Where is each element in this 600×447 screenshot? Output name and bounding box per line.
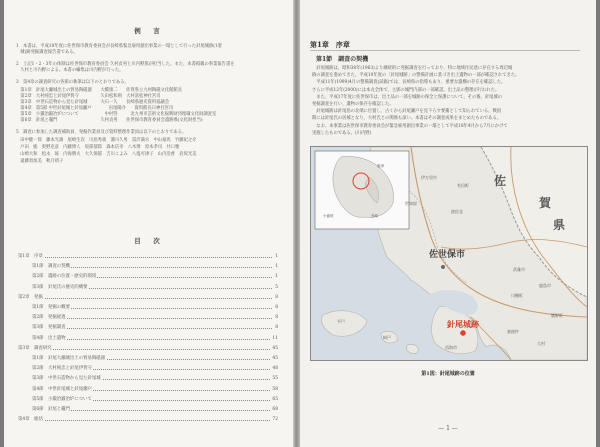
map-caption: 第1図：針尾城跡の位置 — [421, 371, 475, 377]
toc-chapter-row — [18, 346, 278, 352]
toc-section-row — [32, 376, 278, 382]
toc-leader — [32, 328, 272, 329]
preface-line: 3 第4章の調査研究の各節の執筆は以下のとおりである。 — [16, 80, 129, 85]
toc-page-number: 45 — [272, 356, 278, 361]
toc-page-number: 45 — [272, 345, 278, 351]
map-label-saga: 佐 — [494, 174, 507, 188]
toc-section-row — [32, 336, 278, 342]
toc-chapter-row — [18, 295, 278, 301]
map-label-nagasaki: 長崎 — [371, 214, 378, 218]
toc-section-row — [32, 274, 278, 280]
body-line: 平成11年(1999)4月の整備調査(試掘)では、長崎県の指導もあり、重要な遺構の存在を確認した。 — [312, 80, 506, 86]
body-line: 期には針尾氏の居城となり、大村氏との関係も深い。本書はその調査成果をまとめたものである。 — [312, 116, 502, 122]
map-label-saikai: 西海市 — [445, 345, 457, 350]
map-label-omura: 大村 — [537, 341, 545, 346]
toc-page-number: 1 — [275, 274, 278, 280]
toc-label: 第1節 調査の契機 — [32, 264, 70, 270]
toc-section-row — [32, 397, 278, 403]
map-label-karatsu: 唐津 — [377, 164, 384, 168]
toc-chapter-row — [18, 417, 278, 423]
toc-leader — [18, 420, 272, 421]
map-label-arita: 有田町 — [457, 183, 469, 188]
toc-section-row — [32, 366, 278, 372]
toc-label: 第2節 大村純忠と針尾伊賀守 — [32, 366, 92, 372]
preface-line: 城)跡発掘調査報告書である。 — [16, 50, 78, 55]
toc-section-row — [32, 315, 278, 321]
location-map — [310, 146, 588, 361]
toc-label: 第1節 針尾大瀬城出土の貿易陶磁器 — [32, 356, 106, 361]
page-number: — 1 — — [438, 425, 458, 432]
chapter-rule — [310, 50, 580, 51]
toc-section-row — [32, 356, 278, 362]
map-label-kawatana: 川棚町 — [511, 293, 523, 298]
map-label-imari: 伊万里市 — [421, 175, 437, 180]
body-line: 針尾城跡は針尾島の北端に位置し、古くから針尾瀬戸を見下ろす要衝として知られている。戦国 — [312, 109, 502, 115]
map-label-sakito: 崎戸 — [383, 335, 391, 340]
preface-line: 第4章 第5節 中世針尾城と針尾瀬戸 岩尾陽介 資料館長日神社宮司 — [16, 106, 174, 111]
body-line: さらに平成12年(2000)には本丸全体で、主郭の城門内部の一部確認、出土品の整理が行われた。 — [312, 87, 500, 93]
toc-page-number: 68 — [272, 407, 278, 412]
toc-section-row — [32, 325, 278, 331]
body-line: 実施したものである。(川内野) — [312, 130, 372, 136]
toc-chapter-row — [18, 254, 278, 260]
toc-label: 第4節 出土遺物 — [32, 335, 66, 341]
toc-page-number: 55 — [272, 376, 278, 382]
toc-leader — [18, 349, 272, 350]
toc-title: 目 次 — [134, 237, 163, 245]
toc-leader — [32, 318, 272, 319]
toc-label: 第3節 中世石造物から見た針尾城 — [32, 376, 101, 382]
map-label-takeo: 武雄市 — [513, 267, 525, 272]
section-title: 第1節 調査の契機 — [316, 56, 369, 63]
toc-page-number: 1 — [275, 254, 278, 259]
toc-page-number: 48 — [272, 366, 278, 372]
toc-page-number: 8 — [275, 315, 278, 321]
body-line: 跡の調査を進めてきた。平成10年度の「針尾城跡」の整備計画に基づき出土遺物の一部が確認されてきた。 — [312, 73, 520, 79]
book-gutter — [293, 0, 300, 447]
body-line: また、平成17年度に佐世保市は、出土品の一部を城跡の保全と保護について、その後、針尾城の — [312, 94, 503, 100]
body-line: なお、本事業は佐世保市教育委員会が緊急雇用創出事業の一環として平成18年4月から7月にかけて — [312, 123, 508, 129]
map-label-hirado: 平戸 — [337, 319, 345, 324]
toc-page-number: 58 — [272, 386, 278, 392]
toc-section-row — [32, 407, 278, 413]
toc-label: 第3章 調査研究 — [18, 345, 52, 351]
toc-page-number: 8 — [275, 325, 278, 331]
toc-section-row — [32, 285, 278, 291]
toc-section-row — [32, 387, 278, 393]
toc-page-number: 11 — [272, 335, 278, 341]
toc-section-row — [32, 264, 278, 270]
map-label-higashisonogi: 東彼杵 — [507, 329, 519, 334]
toc-label: 第6節 針尾と竈門 — [32, 407, 70, 412]
map-label-sechibaru: 世知原 — [405, 201, 417, 206]
preface-line: 2 上記1・2・3年の体制は佐世保市教育委員会 久村貞男と川内野篤が担当した。また、本書掲載の事業報告書を — [16, 62, 235, 67]
toc-page-number: 1 — [275, 264, 278, 270]
preface-line: 久村と川内野による。本書の編集は川内野が行った。 — [16, 68, 124, 73]
toc-page-number: 5 — [275, 284, 278, 290]
map-label-kashima: 鹿島市 — [539, 283, 551, 288]
toc-leader — [18, 257, 272, 258]
toc-page-number: 65 — [272, 396, 278, 402]
left-page — [4, 0, 293, 447]
toc-label: 第1節 発掘の概要 — [32, 305, 70, 310]
toc-label: 第5節 小鍛冶鍛冶炉について — [32, 396, 92, 402]
map-label-ga: 賀 — [539, 196, 552, 210]
toc-page-number: 8 — [275, 294, 278, 300]
preface-line: 第2章 大村純忠と針尾伊賀守 久田松和則 大村富松神社宮司 — [16, 94, 161, 99]
toc-page-number: 72 — [272, 417, 278, 423]
toc-page-number: 8 — [275, 305, 278, 310]
preface-line: 第5章 小鍛冶鍛冶炉について 中村啓 北九州市芸術文化振興財団埋蔵文化財調査室 — [16, 112, 217, 117]
map-label-ureshino: 嬉野町 — [551, 313, 563, 318]
body-line: 発掘調査を行い、遺物の保存を確認した。 — [312, 102, 394, 107]
toc-label: 第1章 序章 — [18, 254, 43, 259]
map-label-ken: 県 — [553, 218, 566, 232]
toc-section-row — [32, 305, 278, 311]
map-label-sasebo: 佐世保市 — [429, 250, 466, 260]
preface-line: 第1章 針尾大瀬城出土の貿易陶磁器 大橋康二 佐賀県立九州陶磁文化館館長 — [16, 88, 183, 93]
map-label-hario-castle: 針尾城跡 — [447, 320, 479, 329]
map-label-hasami: 波佐見 — [451, 209, 463, 214]
toc-label: 第2節 遺跡の位置・歴史的環境 — [32, 274, 97, 280]
map-graphic — [311, 147, 587, 360]
toc-label: 第2章 発掘 — [18, 294, 43, 300]
preface-line: 第3章 中世石造物から見た針尾城 大石一久 長崎県歴史資料協議会 — [16, 100, 170, 105]
preface-line: 第6章 針尾と竈門 久村貞男 佐世保市教育委員会遺跡係(文化財担当) — [16, 118, 203, 123]
preface-title: 例 言 — [134, 27, 163, 35]
map-label-ojika: 小値賀 — [323, 214, 334, 218]
right-page — [300, 0, 596, 447]
toc-leader — [32, 339, 272, 340]
toc-leader — [18, 298, 272, 299]
preface-line: 5 調査に参加した調査補助員、発掘作業員及び資料整理作業員は以下のとおりである。 — [16, 130, 187, 135]
preface-line: 田中健一郎 藤本光雄 尾崎生次 川島秀義 溝川久男 冨沢満水 中山豪馬 竹藤紀之介 — [16, 138, 197, 143]
preface-line: 遠藤須加美 秋月靖子 — [16, 159, 64, 164]
chapter-title: 第1章 序章 — [310, 40, 350, 49]
preface-line: 戸田 総 奥野克彦 内藤博人 坂部郁郎 森本信幸 八木博 原本孝司 井口雅 — [16, 145, 184, 150]
preface-line: 1 本書は、平成18年度に佐世保市教育委員会が長崎県緊急雇用創出事業の一環として行った針尾城跡(1着 — [16, 44, 222, 49]
toc-label: 第2節 発掘経過 — [32, 315, 66, 321]
toc-label: 第3節 針尾氏の歴史的概要 — [32, 284, 88, 290]
toc-label: 第4節 中世針尾城と針尾瀬戸 — [32, 386, 92, 392]
body-line: 針尾城跡は、昭和38年(1963)より継続的に発掘調査を行っており、特に地域住民達に存在する周辺城 — [312, 66, 513, 71]
toc-label: 第3節 発掘調査 — [32, 325, 66, 331]
toc-label: 第4章 総括 — [18, 417, 43, 423]
preface-line: 山崎大和 松永 琢 内海勝夫 大久保郁 吉川こよみ 八塩可津子 山内浩香 岩坂光美 — [16, 152, 197, 157]
